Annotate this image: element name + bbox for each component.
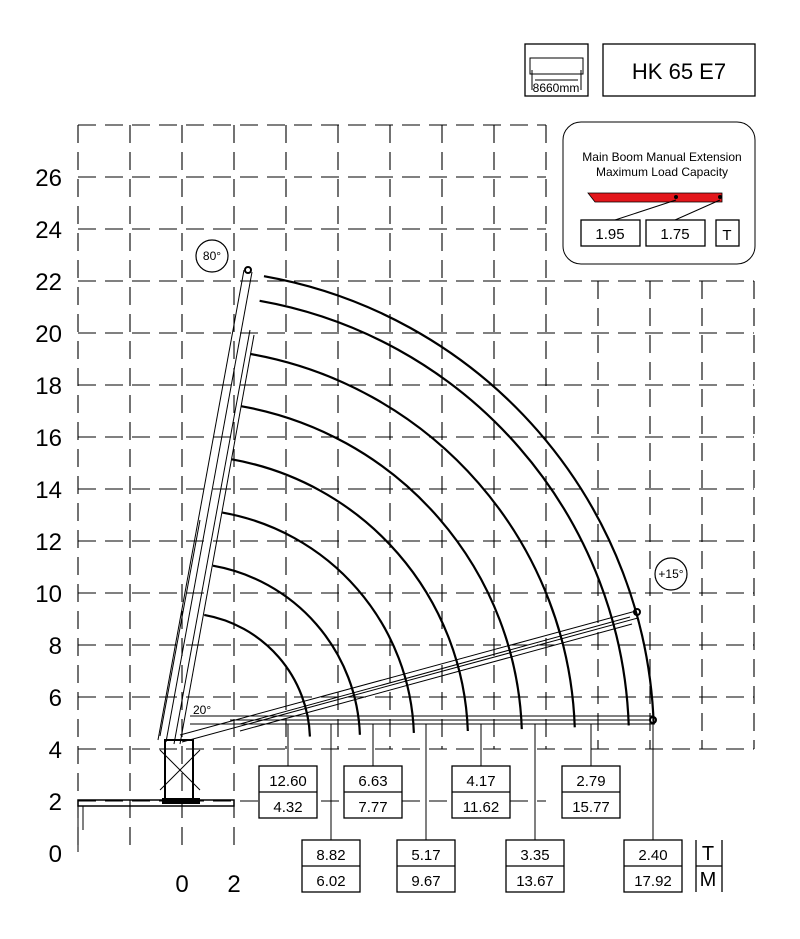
- legend-line1: Main Boom Manual Extension: [582, 150, 742, 164]
- load-value: 5.17: [411, 847, 441, 864]
- y-tick-label: 16: [35, 425, 62, 452]
- y-tick-label: 6: [48, 685, 62, 712]
- units-column: [696, 840, 722, 892]
- load-value: 2.79: [576, 773, 606, 790]
- crane-boom-drawing: [78, 267, 656, 852]
- radius-value: 11.62: [462, 799, 500, 816]
- y-tick-label: 22: [35, 269, 62, 296]
- y-axis-ticks: [35, 165, 62, 868]
- reach-arc: [232, 459, 468, 731]
- load-value: 2.40: [638, 847, 668, 864]
- y-tick-label: 10: [35, 581, 62, 608]
- angle-marker-min: [655, 558, 687, 590]
- outrigger-width-label: 8660mm: [532, 81, 580, 95]
- angle-min-label: +15°: [658, 567, 684, 581]
- load-value: 3.35: [520, 847, 550, 864]
- radius-value: 13.67: [516, 873, 554, 890]
- legend-value-2: 1.75: [660, 226, 690, 243]
- load-value: 12.60: [269, 773, 307, 790]
- reach-arc: [260, 301, 629, 726]
- x-tick-label: 0: [175, 871, 189, 898]
- x-tick-label: 2: [227, 871, 241, 898]
- y-tick-label: 0: [48, 841, 62, 868]
- y-tick-label: 8: [48, 633, 62, 660]
- legend-boom-bar: [588, 193, 722, 202]
- load-value: 4.17: [466, 773, 496, 790]
- y-tick-label: 26: [35, 165, 62, 192]
- load-value: 8.82: [316, 847, 346, 864]
- unit-radius: M: [699, 869, 717, 891]
- y-tick-label: 14: [35, 477, 62, 504]
- load-value: 6.63: [358, 773, 388, 790]
- legend-box: [563, 122, 755, 264]
- legend-line2: Maximum Load Capacity: [595, 165, 729, 179]
- y-tick-label: 12: [35, 529, 62, 556]
- legend-value-1: 1.95: [595, 226, 625, 243]
- radius-value: 6.02: [316, 873, 346, 890]
- y-tick-label: 18: [35, 373, 62, 400]
- reach-arc: [204, 615, 310, 737]
- radius-value: 17.92: [634, 873, 672, 890]
- radius-value: 4.32: [273, 799, 303, 816]
- x-axis-ticks: [175, 871, 240, 898]
- angle-marker-max: [196, 240, 228, 272]
- angle-low-label: 20°: [193, 703, 212, 717]
- y-tick-label: 20: [35, 321, 62, 348]
- radius-value: 9.67: [411, 873, 441, 890]
- radius-value: 7.77: [358, 799, 388, 816]
- radius-value: 15.77: [572, 799, 610, 816]
- legend-unit: T: [722, 227, 732, 244]
- angle-max-label: 80°: [202, 249, 222, 263]
- model-box: [603, 44, 755, 96]
- y-tick-label: 2: [48, 789, 62, 816]
- y-tick-label: 4: [48, 737, 62, 764]
- model-label: HK 65 E7: [631, 59, 727, 84]
- reach-arc: [222, 513, 414, 733]
- reach-arc: [264, 276, 654, 724]
- outrigger-icon-box: [525, 44, 588, 96]
- unit-load: T: [701, 843, 715, 865]
- y-tick-label: 24: [35, 217, 62, 244]
